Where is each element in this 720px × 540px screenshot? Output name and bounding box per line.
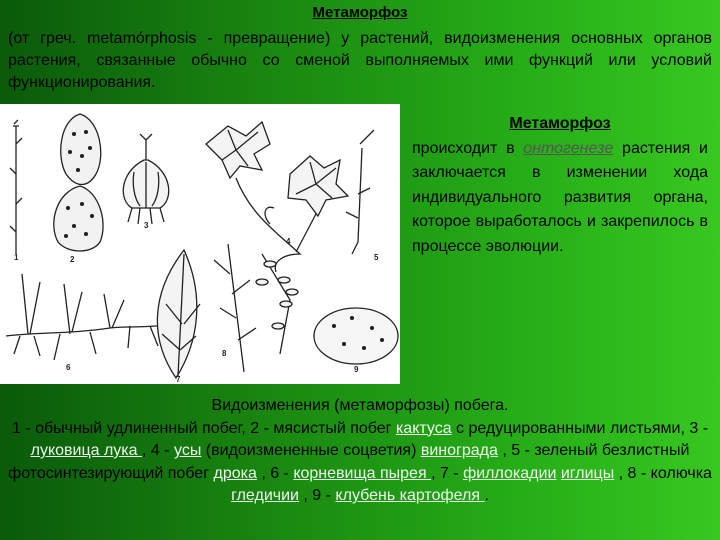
figure-label-3: 3 <box>144 221 149 230</box>
side-text-1: происходит в <box>412 139 524 157</box>
onion-link[interactable]: луковица лука <box>30 442 142 459</box>
grape-link[interactable]: винограда <box>420 442 498 459</box>
caption-text: с редуцированными листьями, 3 - <box>451 419 709 437</box>
side-title: Метаморфоз <box>509 115 611 132</box>
figure-label-8: 8 <box>222 349 227 358</box>
drawing-rhizome <box>6 274 176 360</box>
figure-label-2: 2 <box>70 255 75 264</box>
intro-paragraph: (от греч. metamórphosis - превращение) у растений, видоизменения основных органов растения, связанные обычно со сменой выполняемых ими функций или условий функционирования. <box>8 30 712 91</box>
drawing-thorn <box>214 244 298 372</box>
caption-text: , 6 - <box>256 464 294 482</box>
ruscus-link[interactable]: иглицы <box>560 464 615 482</box>
figure-label-1: 1 <box>14 253 19 262</box>
caption-text: 1 - обычный удлиненный побег, 2 - мясистый побег <box>11 419 396 437</box>
caption-text: , 7 - <box>431 464 464 482</box>
drawing-grape <box>206 122 348 272</box>
figure-label-7: 7 <box>176 375 181 384</box>
caption-body <box>6 418 714 508</box>
side-text <box>412 112 708 259</box>
potato-link[interactable]: клубень картофеля <box>335 487 485 504</box>
caption-text: . <box>484 487 489 504</box>
couch-grass-link[interactable]: корневища пырея <box>293 464 432 482</box>
caption-text: , 9 - <box>298 487 336 504</box>
side-paragraph <box>412 137 708 260</box>
cactus-link[interactable]: кактуса <box>395 419 452 437</box>
figure-label-6: 6 <box>66 363 71 372</box>
caption-text: , 4 - <box>142 442 175 459</box>
drawing-broom <box>346 130 374 254</box>
caption-heading: Видоизменения (метаморфозы) побега. <box>211 397 509 414</box>
drawing-phylloclade <box>157 250 200 378</box>
drawing-shoot <box>10 120 22 254</box>
figure-label-4: 4 <box>286 237 291 246</box>
drawing-onion <box>123 134 168 224</box>
figure-caption <box>6 395 714 508</box>
plant-metamorphosis-figure <box>0 104 400 384</box>
plant-drawings <box>0 104 400 384</box>
caption-text: , 5 - зеленый безлистный фотосинтезирующий побег <box>8 442 690 482</box>
slide-title: Метаморфоз <box>312 4 408 21</box>
figure-label-5: 5 <box>374 253 379 262</box>
drawing-potato <box>314 308 398 364</box>
caption-text: , 8 - колючка <box>614 464 712 482</box>
gleditsia-link[interactable]: гледичии <box>231 487 299 504</box>
phylloclade-link[interactable]: филлокадии <box>463 464 557 482</box>
ontogenesis-link[interactable]: онтогенезе <box>523 139 614 157</box>
drawing-cactus <box>54 114 103 251</box>
broom-link[interactable]: дрока <box>213 464 257 482</box>
caption-text: (видоизмененные соцветия) <box>201 442 421 459</box>
side-text-2: растения и заключается в изменении хода индивидуального развития органа, которое выработалось и закрепилось в процессе эволюции. <box>412 139 708 255</box>
figure-label-9: 9 <box>354 365 359 374</box>
tendrils-link[interactable]: усы <box>174 442 202 459</box>
